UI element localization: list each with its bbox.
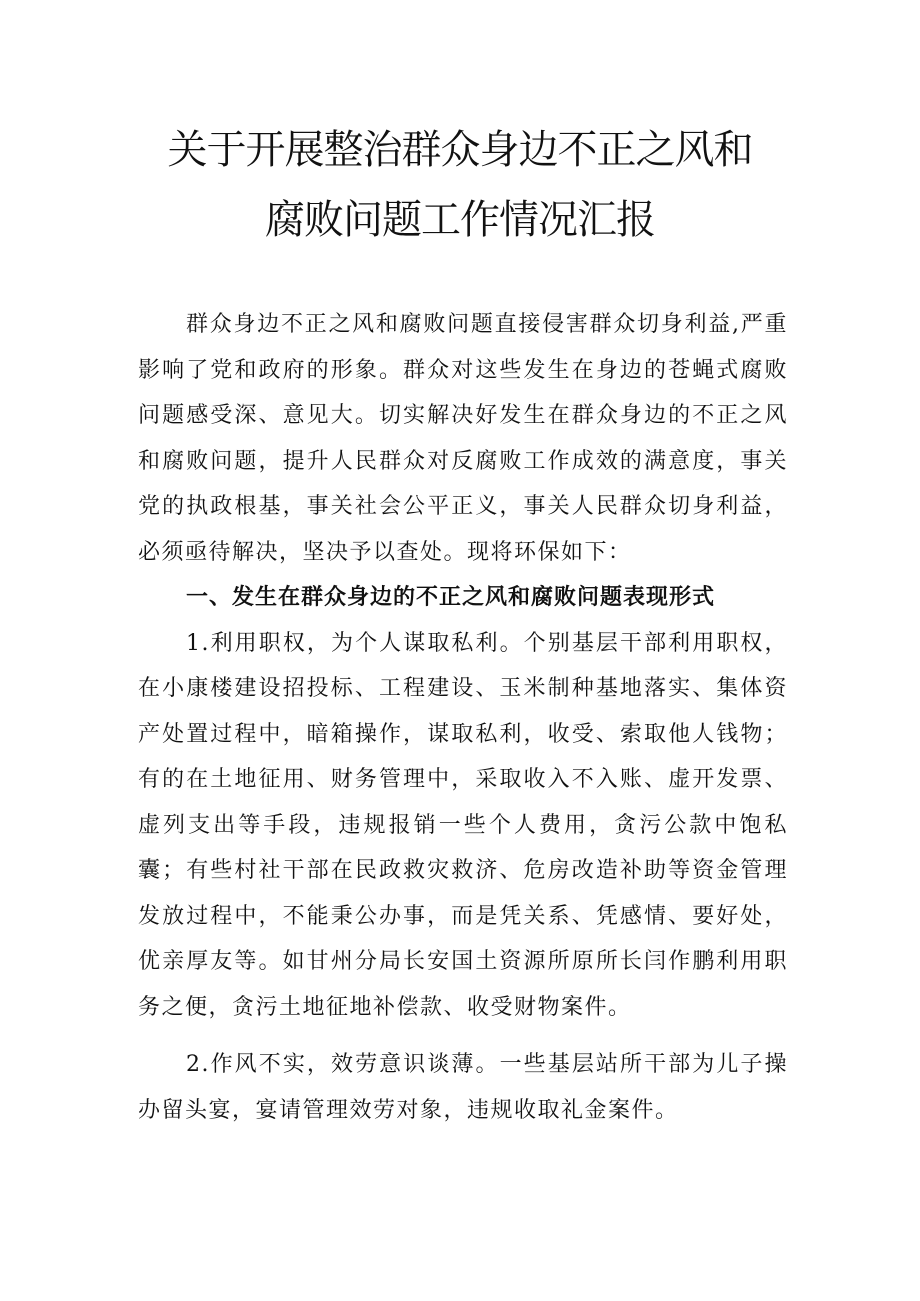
item-paragraph-2: 2.作风不实，效劳意识谈薄。一些基层站所干部为儿子操办留头宴，宴请管理效劳对象，违规收取礼金案件。 [138,1052,788,1123]
document-title-line-1: 关于开展整治群众身边不正之风和 [167,127,753,173]
intro-paragraph: 群众身边不正之风和腐败问题直接侵害群众切身利益,严重影响了党和政府的形象。群众对这些发生在身边的苍蝇式腐败问题感受深、意见大。切实解决好发生在群众身边的不正之风和腐败问题，提升人民群众对反腐败工作成效的满意度，事关党的执政根基，事关社会公平正义，事关人民群众切身利益，必须亟待解决，坚决予以查处。现将环保如下： [138,312,788,565]
item-paragraph-1: 1.利用职权，为个人谋取私利。个别基层干部利用职权，在小康楼建设招投标、工程建设、玉米制种基地落实、集体资产处置过程中，暗箱操作，谋取私利，收受、索取他人钱物；有的在土地征用、财务管理中，采取收入不入账、虚开发票、虚列支出等手段，违规报销一些个人费用，贪污公款中饱私囊；有些村社干部在民政救灾救济、危房改造补助等资金管理发放过程中，不能秉公办事，而是凭关系、凭感情、要好处，优亲厚友等。如甘州分局长安国土资源所原所长闫作鹏利用职务之便，贪污土地征地补偿款、收受财物案件。 [138,630,788,1020]
document-title-line-2: 腐败问题工作情况汇报 [265,197,655,243]
section-heading-1: 一、发生在群众身边的不正之风和腐败问题表现形式 [186,584,716,610]
document-body [138,302,788,1133]
